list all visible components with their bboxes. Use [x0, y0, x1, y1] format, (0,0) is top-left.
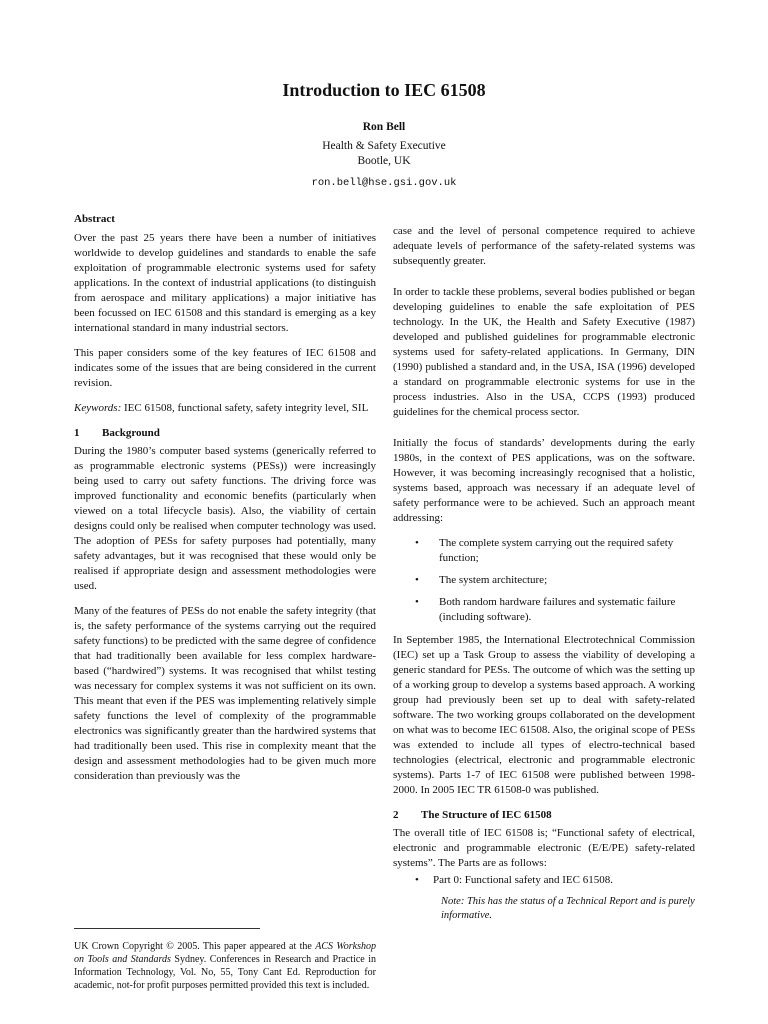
section-2-title: The Structure of IEC 61508	[421, 809, 552, 821]
parts-list	[393, 873, 695, 888]
list-item: • The complete system carrying out the required safety function;	[393, 536, 695, 566]
affiliation-line-2: Bootle, UK	[357, 155, 411, 167]
section-1-paragraph-4: In order to tackle these problems, several bodies published or began developing guidelines to enable the safe exploitation of PES technology. In the UK, the Health and Safety Executive (1987) developed and published guidelines for programmable electronic systems used for safety-related applications. In Germany, DIN (1990) published a standard and, in the USA, ISA (1996) developed a standard on programmable electronic systems for use in the process industries. Also in the USA, CCPS (1993) produced guidelines for the chemical process sector.	[393, 286, 695, 418]
part-0-note: Note: This has the status of a Technical Report and is purely informative.	[441, 896, 695, 921]
list-item: • The system architecture;	[393, 573, 695, 588]
section-1-paragraph-5: Initially the focus of standards’ developments during the early 1980s, in the context of PES applications, was on the software. However, it was becoming increasingly recognised that a holistic, systems based, approach was necessary if an adequate level of safety performance were to be achieved. Such an approach meant addressing:	[393, 437, 695, 524]
abstract-heading: Abstract	[74, 213, 115, 225]
section-1-paragraph-6: In September 1985, the International Electrotechnical Commission (IEC) set up a Task Group to assess the viability of developing a generic standard for PESs. The outcome of which was the setting up of a working group to develop a systems based approach. A working group had previously been set up to deal with safety-related software. The two working groups collaborated on the development on what was to become IEC 61508. Also, the original scope of PESs was extended to include all types of electro-technical based technologies (electrical, electronic and programmable electronic systems). Parts 1-7 of IEC 61508 were published between 1998-2000. In 2005 IEC TR 61508-0 was published.	[393, 634, 695, 796]
section-2-heading	[393, 808, 695, 823]
right-column	[393, 224, 695, 923]
keywords-label: Keywords:	[74, 402, 122, 414]
affiliation-line-1: Health & Safety Executive	[322, 140, 446, 152]
approach-list	[393, 536, 695, 625]
abstract-paragraph-1: Over the past 25 years there have been a number of initiatives worldwide to develop guidelines and standards to enable the safe exploitation of programmable electronic systems used for safety applications. In the context of industrial applications (to distinguish from aerospace and military applications) a major initiative has been focussed on IEC 61508 and this standard is emerging as a key international standard in many industrial sectors.	[74, 232, 376, 334]
abstract-paragraph-2: This paper considers some of the key features of IEC 61508 and indicates some of the issues that are being considered in the current revision.	[74, 347, 376, 389]
copyright-footnote	[74, 940, 376, 992]
list-item: • Both random hardware failures and systematic failure (including software).	[393, 595, 695, 625]
keywords	[74, 401, 376, 416]
section-1-number: 1	[74, 427, 80, 439]
section-1-paragraph-2: Many of the features of PESs do not enable the safety integrity (that is, the safety performance of the systems carrying out the required safety functions) to be predicted with the same degree of confidence that had traditionally been available for less complex hardware-based (“hardwired”) systems. It was recognised that whilst testing was necessary for complex systems it was not sufficient on its own. This meant that even if the PES was implementing relatively simple safety functions the level of complexity of the programmable electronics was significantly greater than the hardwired systems that had traditionally been used. This rise in complexity meant that the design and assessment methodologies had to be given much more consideration than previously was the	[74, 605, 376, 782]
footnote-divider	[74, 928, 260, 929]
author-email: ron.bell@hse.gsi.gov.uk	[311, 177, 457, 189]
paper-title: Introduction to IEC 61508	[282, 80, 486, 100]
section-1-heading	[74, 426, 376, 441]
author-name: Ron Bell	[362, 121, 406, 133]
section-1-paragraph-3: case and the level of personal competence required to achieve adequate levels of performance of the safety-related systems was subsequently greater.	[393, 225, 695, 267]
footnote-text-rest: Sydney. Conferences in Research and Practice in Information Technology, Vol. No, 55, Tony Cant Ed. Reproduction for academic, not-for profit purposes permitted provided this text is included.	[74, 954, 376, 991]
footnote-text: UK Crown Copyright © 2005. This paper appeared at the	[74, 941, 316, 952]
section-1-title: Background	[102, 427, 160, 439]
section-1-paragraph-1: During the 1980’s computer based systems (generically referred to as programmable electronic systems (PESs)) were increasingly being used to carry out safety functions. The driving force was improved functionality and economic benefits (particularly when viewed on a total lifecycle basis). Also, the viability of certain designs could only be realised when computer technology was used. The adoption of PESs for safety purposes had potentially, many safety advantages, but it was recognised that these would only be realised if appropriate design and assessment methodologies were used.	[74, 445, 376, 592]
author-affiliation	[0, 139, 768, 169]
footnote-venue: ACS Workshop on Tools and Standards	[74, 941, 376, 965]
section-2-number: 2	[393, 809, 399, 821]
keywords-text: IEC 61508, functional safety, safety integrity level, SIL	[121, 402, 369, 414]
left-column	[74, 212, 376, 794]
list-item: • Part 0: Functional safety and IEC 61508.	[393, 873, 695, 888]
section-2-paragraph-1: The overall title of IEC 61508 is; “Functional safety of electrical, electronic and programmable electronic (E/E/PE) safety-related systems”. The Parts are as follows:	[393, 827, 695, 869]
